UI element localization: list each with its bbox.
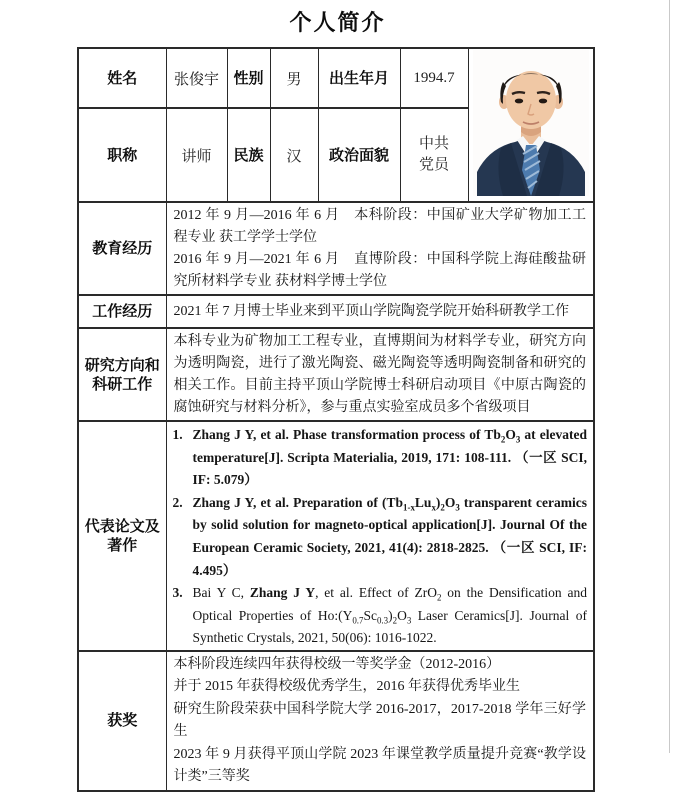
ethnicity-value: 汉 [270, 108, 318, 202]
name-label: 姓名 [78, 48, 166, 108]
gender-label: 性别 [227, 48, 270, 108]
table-row [78, 421, 594, 651]
gender-value: 男 [270, 48, 318, 108]
job-title-value: 讲师 [166, 108, 227, 202]
job-title-label: 职称 [78, 108, 166, 202]
publications-content [166, 421, 594, 651]
table-row [78, 651, 594, 791]
table-row [78, 202, 594, 295]
political-status-value [400, 108, 468, 202]
education-label: 教育经历 [78, 202, 166, 295]
birth-date-value: 1994.7 [400, 48, 468, 108]
publications-label: 代表论文及著作 [78, 421, 166, 651]
profile-table [77, 47, 595, 792]
table-row [78, 295, 594, 328]
award-line: 2023 年 9 月获得平顶山学院 2023 年课堂教学质量提升竞赛“教学设计类”三等奖 [173, 746, 586, 785]
work-experience-content: 2021 年 7 月博士毕业来到平顶山学院陶瓷学院开始科研教学工作 [166, 295, 594, 328]
research-label: 研究方向和科研工作 [78, 328, 166, 421]
award-line: 并于 2015 年获得校级优秀学生，2016 年获得优秀毕业生 [173, 679, 520, 695]
awards-content [166, 651, 594, 791]
work-experience-label: 工作经历 [78, 295, 166, 328]
table-row [78, 48, 594, 108]
award-line: 研究生阶段荣获中国科学院大学 2016-2017，2017-2018 学年三好学生 [173, 701, 586, 740]
publication-item: 1. Zhang J Y, et al. Phase transformation process of $Tb_2O_3$ at elevated temperature[J]. Scripta Materialia, 2019, 171: 108-111. （一区 SCI, IF: 5.079） [172, 427, 587, 488]
ethnicity-label: 民族 [227, 108, 270, 202]
publication-item: 3. Bai Y C, Zhang J Y, et al. Effect of ZrO$_2$ on the Densification and Optical Properties of $Ho:(Y_{0.7}Sc_{0.3})_2O_3$ Laser Ceramics[J]. Journal of Synthetic Crystals, 2021, 50(06): 1016-1022. [172, 585, 587, 646]
award-line: 本科阶段连续四年获得校级一等奖学金（2012-2016） [173, 656, 501, 672]
research-content: 本科专业为矿物加工工程专业，直博期间为材料学专业，研究方向为透明陶瓷，进行了激光陶瓷、磁光陶瓷等透明陶瓷制备和研究的相关工作。目前主持平顶山学院博士科研启动项目《中原古陶瓷的腐蚀研究与材料分析》，参与重点实验室成员多个省级项目 [166, 328, 594, 421]
education-entry: 2012 年 9 月—2016 年 6 月 本科阶段：中国矿业大学矿物加工工程专业 获工学学士学位 [173, 208, 586, 245]
scan-page-edge-line [669, 0, 670, 753]
political-status-text: 中共党员 [418, 136, 449, 173]
table-row [78, 328, 594, 421]
name-value: 张俊宇 [166, 48, 227, 108]
id-photo [473, 50, 589, 196]
id-photo-cell [468, 48, 594, 202]
awards-label: 获奖 [78, 651, 166, 791]
education-entry: 2016 年 9 月—2021 年 6 月 直博阶段：中国科学院上海硅酸盐研究所材料学专业 获材料学博士学位 [173, 252, 586, 289]
political-status-label: 政治面貌 [318, 108, 400, 202]
page-title: 个人简介 [289, 10, 386, 35]
education-content [166, 202, 594, 295]
publication-item: 2. Zhang J Y, et al. Preparation of $(Tb_{1-x}Lu_x)_2O_3$ transparent ceramics by solid solution for magneto-optical application[J]. Journal Of the European Ceramic Society, 2021, 41(4): 2818-2825. （一区 SCI, IF: 4.495） [172, 494, 588, 578]
birth-date-label: 出生年月 [318, 48, 400, 108]
